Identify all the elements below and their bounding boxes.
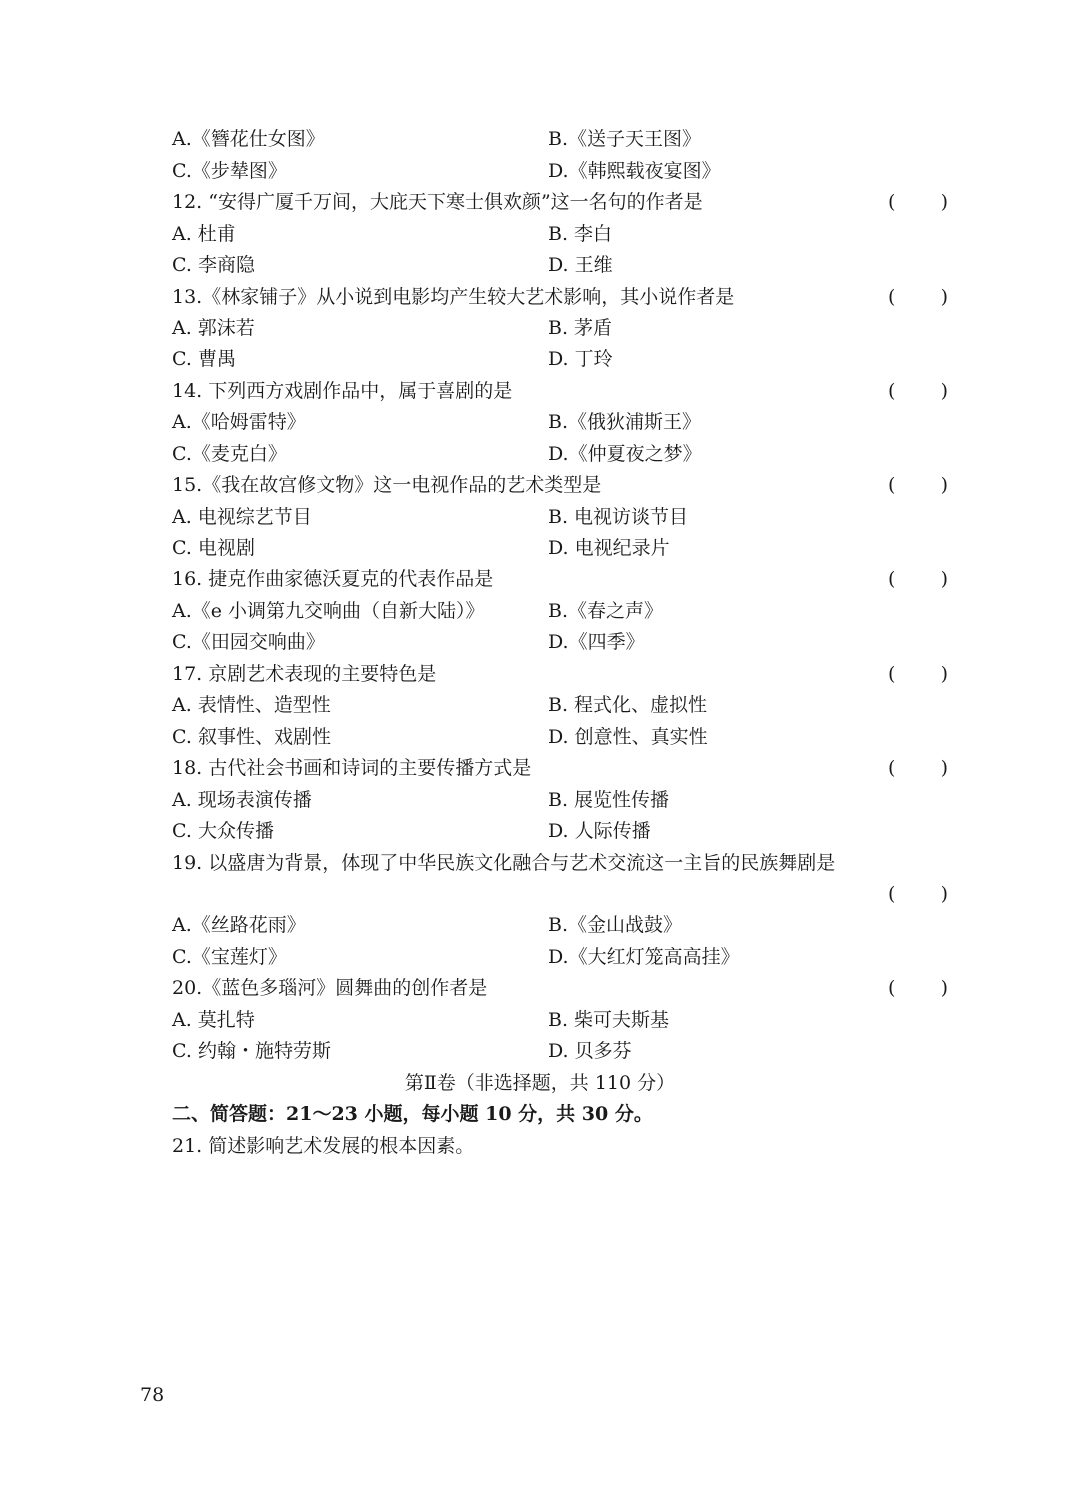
q18-stem-row: [172, 753, 952, 784]
q13-stem: 13.《林家铺子》从小说到电影均产生较大艺术影响，其小说作者是: [172, 286, 735, 308]
q19-option-c: C.《宝莲灯》: [172, 946, 287, 968]
q12-option-d: D. 王维: [548, 254, 613, 276]
answer-paren-close: ): [940, 883, 948, 905]
q19-option-a: A.《丝路花雨》: [172, 914, 306, 936]
q21-stem-row: [172, 1131, 952, 1162]
q17-options-row-2: [172, 722, 952, 753]
q14-options-row-1: [172, 407, 952, 438]
q13-answer-blank: [888, 282, 948, 313]
q14-answer-blank: [888, 376, 948, 407]
answer-paren-open: (: [888, 568, 896, 590]
q20-option-c: C. 约翰・施特劳斯: [172, 1040, 331, 1062]
q15-option-d: D. 电视纪录片: [548, 537, 670, 559]
q13-option-a: A. 郭沫若: [172, 317, 255, 339]
q15-option-c: C. 电视剧: [172, 537, 255, 559]
q18-options-row-1: [172, 785, 952, 816]
q14-option-b: B.《俄狄浦斯王》: [548, 411, 702, 433]
q19-stem-row: [172, 848, 952, 879]
q18-answer-blank: [888, 753, 948, 784]
q13-options-row-1: [172, 313, 952, 344]
q12-options-row-2: [172, 250, 952, 281]
answer-paren-open: (: [888, 191, 896, 213]
q17-answer-blank: [888, 659, 948, 690]
q16-option-a: A.《e 小调第九交响曲（自新大陆）》: [172, 600, 485, 622]
q11-option-b: B.《送子天王图》: [548, 128, 702, 150]
section-heading-short-answer: [172, 1099, 952, 1130]
q17-stem-row: [172, 659, 952, 690]
q17-option-d: D. 创意性、真实性: [548, 726, 708, 748]
q15-option-b: B. 电视访谈节目: [548, 506, 689, 528]
q14-stem-row: [172, 376, 952, 407]
q11-option-a: A.《簪花仕女图》: [172, 128, 325, 150]
q20-options-row-2: [172, 1036, 952, 1067]
answer-paren-open: (: [888, 286, 896, 308]
q16-option-d: D.《四季》: [548, 631, 645, 653]
q20-answer-blank: [888, 973, 948, 1004]
q20-option-d: D. 贝多芬: [548, 1040, 632, 1062]
q17-stem: 17. 京剧艺术表现的主要特色是: [172, 663, 437, 685]
q15-option-a: A. 电视综艺节目: [172, 506, 312, 528]
q19-options-row-2: [172, 942, 952, 973]
answer-paren-open: (: [888, 977, 896, 999]
q20-options-row-1: [172, 1005, 952, 1036]
q15-stem: 15.《我在故宫修文物》这一电视作品的艺术类型是: [172, 474, 602, 496]
q15-options-row-2: [172, 533, 952, 564]
q20-stem: 20.《蓝色多瑙河》圆舞曲的创作者是: [172, 977, 488, 999]
q17-option-b: B. 程式化、虚拟性: [548, 694, 708, 716]
q14-stem: 14. 下列西方戏剧作品中，属于喜剧的是: [172, 380, 513, 402]
q16-answer-blank: [888, 564, 948, 595]
q16-options-row-1: [172, 596, 952, 627]
q13-option-d: D. 丁玲: [548, 348, 613, 370]
q19-options-row-1: [172, 910, 952, 941]
q12-option-c: C. 李商隐: [172, 254, 255, 276]
q16-stem: 16. 捷克作曲家德沃夏克的代表作品是: [172, 568, 494, 590]
q11-option-c: C.《步辇图》: [172, 160, 287, 182]
q13-options-row-2: [172, 344, 952, 375]
q12-option-b: B. 李白: [548, 223, 613, 245]
part-2-title: 第Ⅱ卷（非选择题，共 110 分）: [404, 1072, 676, 1094]
answer-paren-close: ): [940, 191, 948, 213]
answer-paren-open: (: [888, 380, 896, 402]
q13-option-c: C. 曹禺: [172, 348, 236, 370]
q19-answer-blank: [888, 879, 948, 910]
q16-option-c: C.《田园交响曲》: [172, 631, 325, 653]
answer-paren-close: ): [940, 663, 948, 685]
q18-stem: 18. 古代社会书画和诗词的主要传播方式是: [172, 757, 532, 779]
answer-paren-close: ): [940, 474, 948, 496]
q14-option-c: C.《麦克白》: [172, 443, 287, 465]
q12-stem-row: [172, 187, 952, 218]
q17-options-row-1: [172, 690, 952, 721]
answer-paren-open: (: [888, 663, 896, 685]
q18-option-b: B. 展览性传播: [548, 789, 670, 811]
q14-option-a: A.《哈姆雷特》: [172, 411, 306, 433]
q12-option-a: A. 杜甫: [172, 223, 236, 245]
answer-paren-close: ): [940, 757, 948, 779]
q19-stem: 19. 以盛唐为背景，体现了中华民族文化融合与艺术交流这一主旨的民族舞剧是: [172, 852, 836, 874]
q11-option-d: D.《韩熙载夜宴图》: [548, 160, 721, 182]
q15-answer-blank: [888, 470, 948, 501]
q11-options-row-1: [172, 124, 952, 155]
q18-options-row-2: [172, 816, 952, 847]
q15-options-row-1: [172, 502, 952, 533]
answer-paren-close: ): [940, 286, 948, 308]
page-number: 78: [140, 1384, 165, 1406]
q16-option-b: B.《春之声》: [548, 600, 664, 622]
answer-paren-close: ): [940, 568, 948, 590]
answer-paren-close: ): [940, 380, 948, 402]
q21-stem: 21. 简述影响艺术发展的根本因素。: [172, 1135, 475, 1157]
q18-option-a: A. 现场表演传播: [172, 789, 312, 811]
q11-options-row-2: [172, 156, 952, 187]
q14-option-d: D.《仲夏夜之梦》: [548, 443, 702, 465]
q15-stem-row: [172, 470, 952, 501]
q19-option-d: D.《大红灯笼高高挂》: [548, 946, 740, 968]
answer-paren-open: (: [888, 757, 896, 779]
q12-options-row-1: [172, 219, 952, 250]
q20-option-a: A. 莫扎特: [172, 1009, 255, 1031]
q18-option-d: D. 人际传播: [548, 820, 651, 842]
q18-option-c: C. 大众传播: [172, 820, 274, 842]
answer-paren-open: (: [888, 474, 896, 496]
answer-paren-open: (: [888, 883, 896, 905]
q17-option-a: A. 表情性、造型性: [172, 694, 331, 716]
q20-option-b: B. 柴可夫斯基: [548, 1009, 670, 1031]
q14-options-row-2: [172, 439, 952, 470]
q17-option-c: C. 叙事性、戏剧性: [172, 726, 331, 748]
q16-stem-row: [172, 564, 952, 595]
q19-option-b: B.《金山战鼓》: [548, 914, 683, 936]
q19-answer-row: [172, 879, 952, 910]
section-heading-text: 二、简答题：21～23 小题，每小题 10 分，共 30 分。: [172, 1103, 653, 1125]
answer-paren-close: ): [940, 977, 948, 999]
q12-stem: 12. “安得广厦千万间，大庇天下寒士俱欢颜”这一名句的作者是: [172, 191, 703, 213]
q13-stem-row: [172, 282, 952, 313]
q13-option-b: B. 茅盾: [548, 317, 613, 339]
q16-options-row-2: [172, 627, 952, 658]
q20-stem-row: [172, 973, 952, 1004]
q12-answer-blank: [888, 187, 948, 218]
